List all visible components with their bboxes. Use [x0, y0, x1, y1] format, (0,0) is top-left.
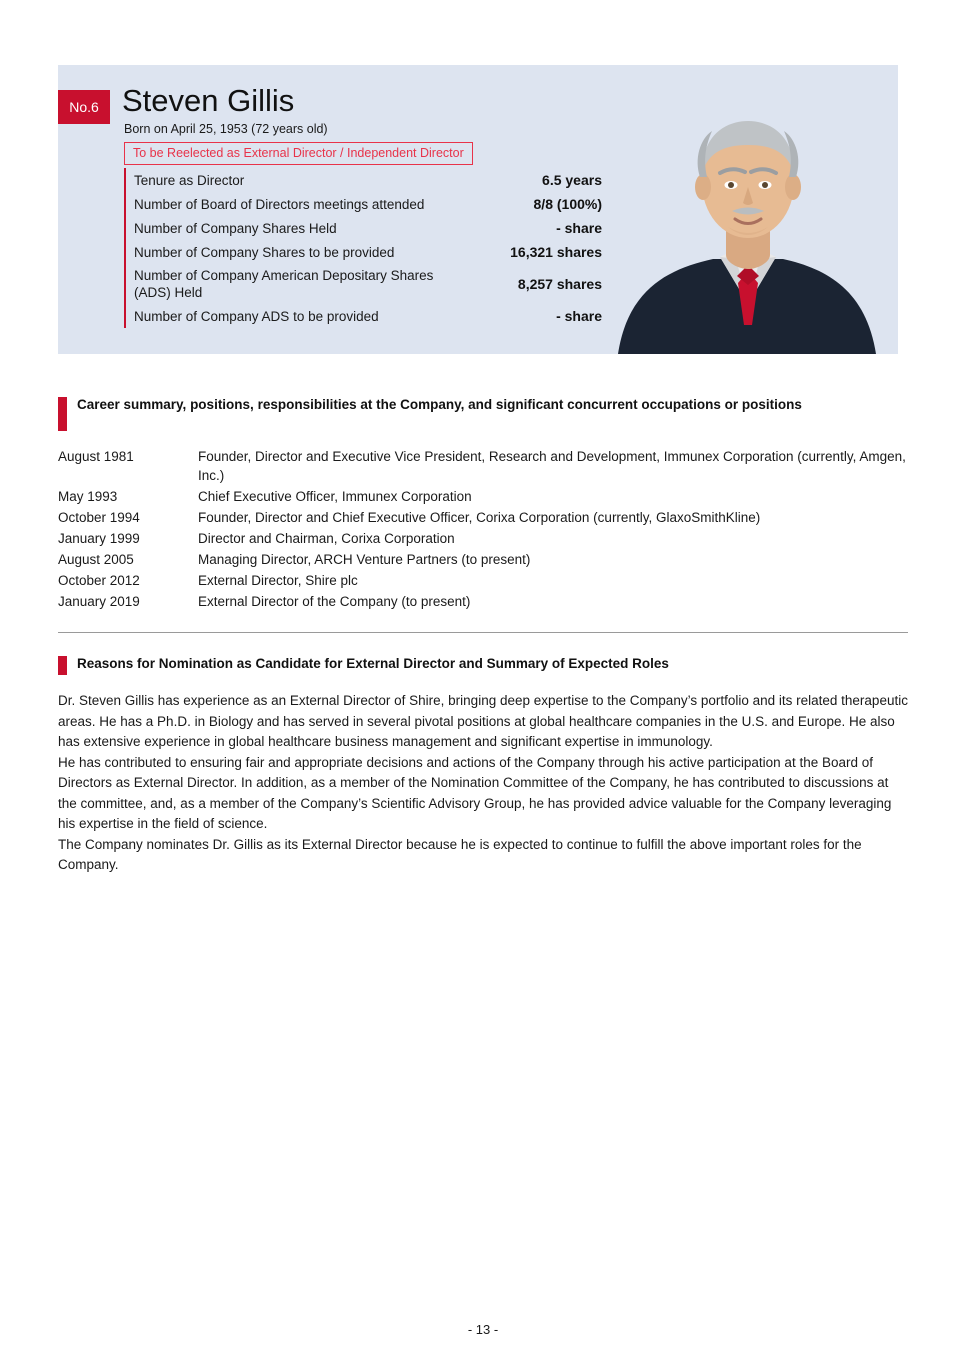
fact-row	[126, 240, 610, 264]
table-row	[58, 528, 908, 549]
table-row	[58, 446, 908, 486]
fact-row	[126, 264, 610, 304]
career-section	[58, 396, 908, 612]
career-desc: Founder, Director and Executive Vice President, Research and Development, Immunex Corporation (currently, Amgen, Inc.)	[198, 449, 906, 483]
career-date: August 1981	[58, 449, 134, 464]
facts-list	[124, 168, 610, 328]
table-row	[58, 507, 908, 528]
career-desc: External Director, Shire plc	[198, 573, 358, 588]
section-marker-icon	[58, 397, 67, 431]
career-date: October 2012	[58, 573, 140, 588]
fact-label: Tenure as Director	[134, 172, 245, 188]
fact-value: 8/8 (100%)	[533, 196, 602, 212]
career-section-heading	[58, 396, 908, 431]
career-desc: Director and Chairman, Corixa Corporation	[198, 531, 455, 546]
page-title: Steven Gillis	[122, 83, 295, 118]
candidate-number-badge: No.6	[58, 90, 110, 124]
career-date: October 1994	[58, 510, 140, 525]
section-marker-icon	[58, 656, 67, 675]
fact-row	[126, 168, 610, 192]
paragraph: Dr. Steven Gillis has experience as an External Director of Shire, bringing deep expertise to the Company’s portfolio and its related therapeutic areas. He has a Ph.D. in Biology and has served in several pivotal positions at global healthcare companies in the U.S. and Europe. He also has extensive experience in global healthcare business management and significant expertise in immunology.	[58, 693, 908, 749]
fact-value: 6.5 years	[542, 172, 602, 188]
fact-row	[126, 216, 610, 240]
table-row	[58, 591, 908, 612]
fact-label: Number of Board of Directors meetings attended	[134, 196, 425, 212]
fact-row	[126, 304, 610, 328]
reasons-body	[58, 691, 908, 876]
table-row	[58, 486, 908, 507]
fact-value: 8,257 shares	[517, 276, 602, 292]
fact-label: Number of Company Shares to be provided	[134, 244, 395, 260]
career-table	[58, 446, 908, 612]
reasons-section-title: Reasons for Nomination as Candidate for External Director and Summary of Expected Roles	[77, 656, 669, 671]
career-desc: Founder, Director and Chief Executive Officer, Corixa Corporation (currently, GlaxoSmithKline)	[198, 510, 761, 525]
career-desc: External Director of the Company (to present)	[198, 594, 471, 609]
fact-label: Number of Company Shares Held	[134, 220, 337, 236]
paragraph: He has contributed to ensuring fair and appropriate decisions and actions of the Company through his active participation at the Board of Directors as External Director. In addition, as a member of the Nomination Committee of the Company, he has contributed to discussions at the committee, and, as a member of the Company’s Scientific Advisory Group, he has provided advice valuable for the Company leveraging his expertise in the field of science.	[58, 754, 892, 831]
career-date: January 1999	[58, 531, 140, 546]
page-number: - 13 -	[467, 1322, 499, 1337]
reasons-section	[58, 655, 908, 876]
career-date: January 2019	[58, 594, 140, 609]
avatar	[608, 99, 888, 354]
status-badge: To be Reelected as External Director / Independent Director	[124, 142, 473, 165]
page-footer	[0, 1322, 966, 1337]
fact-value: - share	[556, 308, 602, 324]
career-section-title: Career summary, positions, responsibilities at the Company, and significant concurrent occupations or positions	[77, 397, 802, 412]
divider	[58, 632, 908, 633]
table-row	[58, 549, 908, 570]
career-desc: Managing Director, ARCH Venture Partners (to present)	[198, 552, 531, 567]
profile-card	[58, 65, 898, 354]
reasons-section-heading	[58, 655, 908, 675]
career-date: May 1993	[58, 489, 118, 504]
paragraph: The Company nominates Dr. Gillis as its External Director because he is expected to continue to fulfill the above important roles for the Company.	[58, 836, 862, 872]
fact-value: - share	[556, 220, 602, 236]
fact-row	[126, 192, 610, 216]
fact-label: Number of Company ADS to be provided	[134, 308, 379, 324]
birth-info: Born on April 25, 1953 (72 years old)	[124, 122, 328, 136]
table-row	[58, 570, 908, 591]
career-date: August 2005	[58, 552, 134, 567]
fact-label: Number of Company American Depositary Shares (ADS) Held	[134, 268, 434, 300]
career-desc: Chief Executive Officer, Immunex Corporation	[198, 489, 472, 504]
fact-value: 16,321 shares	[510, 244, 602, 260]
